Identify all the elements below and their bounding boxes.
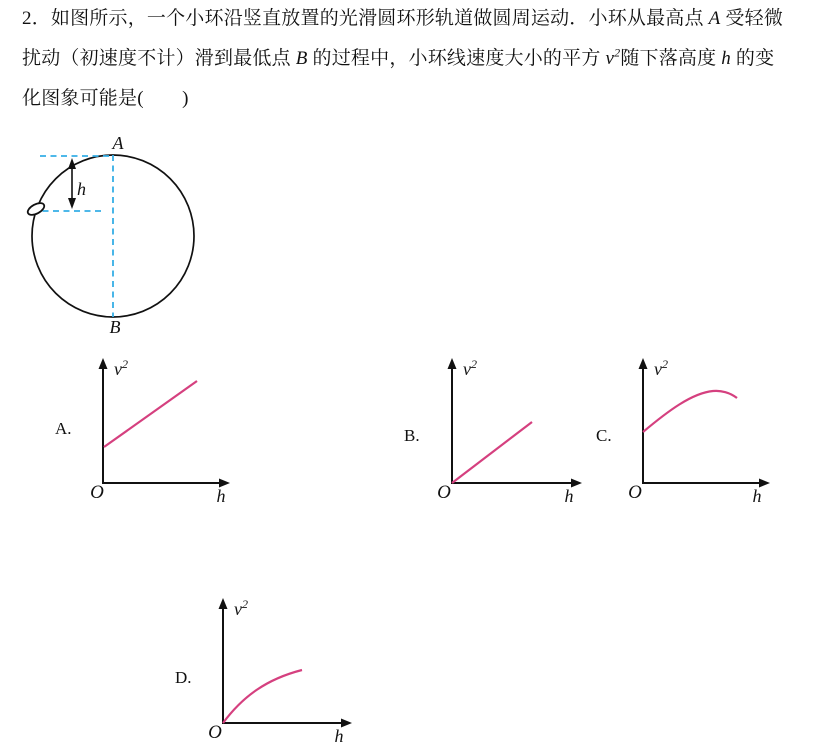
small-ring xyxy=(26,201,46,218)
origin-label: O xyxy=(90,482,104,503)
graph-option-a xyxy=(40,350,240,510)
height-label: h xyxy=(77,179,86,199)
curve-option-d xyxy=(223,670,302,723)
question-line-2: 扰动（初速度不计）滑到最低点 B 的过程中，小环线速度大小的平方 $v^2$随下落高度 h 的变 xyxy=(22,45,775,69)
h-axis-label: h xyxy=(216,486,226,506)
y-axis-arrowhead xyxy=(99,358,108,369)
option-a-label: A. xyxy=(55,419,72,438)
curve-option-a xyxy=(104,381,197,447)
height-double-arrow xyxy=(68,158,76,209)
h-axis-label: h xyxy=(564,486,574,506)
option-b-label: B. xyxy=(404,426,420,445)
point-a-label: A xyxy=(112,133,124,153)
y-axis-arrowhead xyxy=(639,358,648,369)
curve-option-c xyxy=(643,391,737,432)
h-axis-label: h xyxy=(752,486,762,506)
graph-option-c xyxy=(580,350,780,510)
v-squared-axis-label: $v^2$ xyxy=(234,597,248,619)
question-line-3: 化图象可能是( ) xyxy=(22,88,189,109)
graph-option-b xyxy=(390,350,590,510)
option-c-label: C. xyxy=(596,426,612,445)
question-line-1: 2．如图所示，一个小环沿竖直放置的光滑圆环形轨道做圆周运动．小环从最高点 A 受轻微 xyxy=(22,8,784,29)
origin-label: O xyxy=(208,722,222,743)
v-squared-axis-label: $v^2$ xyxy=(654,357,668,379)
point-b-label: B xyxy=(109,317,121,337)
h-axis-label: h xyxy=(334,726,344,746)
circle-track-diagram xyxy=(10,133,225,338)
v-squared-axis-label: $v^2$ xyxy=(114,357,128,379)
y-axis-arrowhead xyxy=(219,598,228,609)
curve-option-b xyxy=(452,422,532,483)
y-axis-arrowhead xyxy=(448,358,457,369)
origin-label: O xyxy=(628,482,642,503)
option-d-label: D. xyxy=(175,668,192,687)
v-squared-axis-label: $v^2$ xyxy=(463,357,477,379)
origin-label: O xyxy=(437,482,451,503)
graph-option-d xyxy=(150,580,360,752)
